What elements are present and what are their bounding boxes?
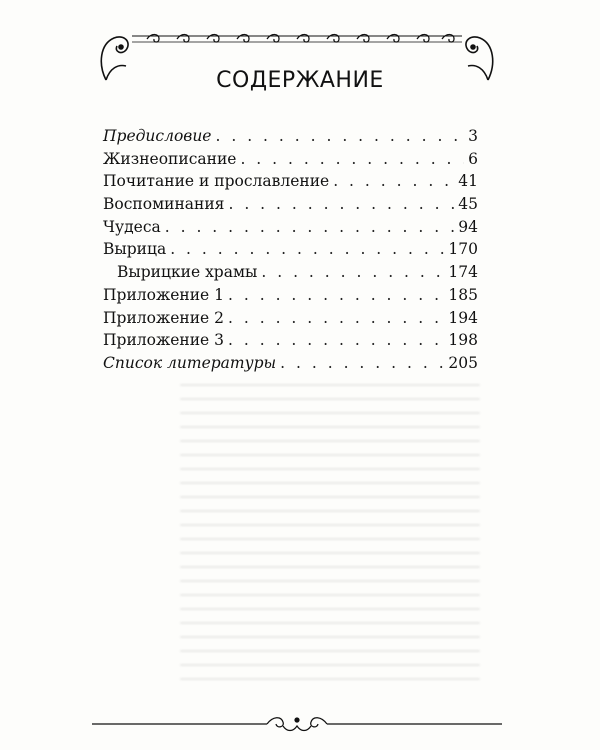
toc-entry[interactable] bbox=[103, 125, 478, 148]
scroll-ornament-divider-icon bbox=[92, 712, 502, 736]
toc-entry-label: Список литературы bbox=[103, 353, 277, 372]
toc-page-number: 3 bbox=[468, 127, 478, 145]
toc-entry[interactable] bbox=[103, 284, 478, 307]
toc-page-number: 41 bbox=[458, 172, 478, 191]
toc-page-number: 94 bbox=[458, 217, 478, 236]
dot-leader bbox=[228, 193, 454, 216]
toc-page-number: 6 bbox=[468, 149, 478, 168]
bleed-through-texture bbox=[180, 380, 480, 680]
toc-page-number: 198 bbox=[448, 331, 478, 350]
table-of-contents bbox=[103, 125, 478, 375]
toc-entry[interactable] bbox=[103, 307, 478, 330]
toc-entry[interactable] bbox=[103, 170, 478, 193]
toc-entry[interactable] bbox=[103, 261, 478, 284]
toc-page-number: 170 bbox=[448, 240, 478, 259]
toc-page-number: 185 bbox=[448, 285, 478, 304]
toc-page-number: 194 bbox=[448, 308, 478, 327]
dot-leader bbox=[280, 352, 444, 375]
toc-entry[interactable] bbox=[103, 329, 478, 352]
toc-entry-label: Почитание и прославление bbox=[103, 172, 330, 191]
toc-entry-label: Вырицкие храмы bbox=[117, 263, 258, 282]
dot-leader bbox=[170, 238, 444, 261]
toc-entry[interactable] bbox=[103, 193, 478, 216]
page-title: СОДЕРЖАНИЕ bbox=[216, 68, 384, 93]
toc-entry-label: Приложение 2 bbox=[103, 308, 225, 327]
toc-entry-label: Чудеса bbox=[103, 217, 161, 236]
dot-leader bbox=[261, 261, 444, 284]
dot-leader bbox=[215, 125, 464, 148]
toc-entry[interactable] bbox=[103, 216, 478, 239]
toc-page-number: 205 bbox=[448, 353, 478, 372]
toc-entry[interactable] bbox=[103, 238, 478, 261]
toc-entry-label: Вырица bbox=[103, 240, 167, 259]
toc-entry-label: Воспоминания bbox=[103, 195, 225, 214]
dot-leader bbox=[228, 307, 444, 330]
dot-leader bbox=[228, 329, 444, 352]
toc-entry-label: Жизнеописание bbox=[103, 149, 237, 168]
toc-entry-label: Приложение 1 bbox=[103, 285, 225, 304]
toc-entry-label: Приложение 3 bbox=[103, 331, 225, 350]
dot-leader bbox=[333, 170, 454, 193]
dot-leader bbox=[165, 216, 455, 239]
toc-entry[interactable] bbox=[103, 148, 478, 171]
dot-leader bbox=[228, 284, 444, 307]
toc-page-number: 45 bbox=[458, 195, 478, 214]
toc-page-number: 174 bbox=[448, 263, 478, 282]
dot-leader bbox=[240, 148, 464, 171]
toc-entry-label: Предисловие bbox=[103, 127, 212, 145]
toc-entry[interactable] bbox=[103, 352, 478, 375]
